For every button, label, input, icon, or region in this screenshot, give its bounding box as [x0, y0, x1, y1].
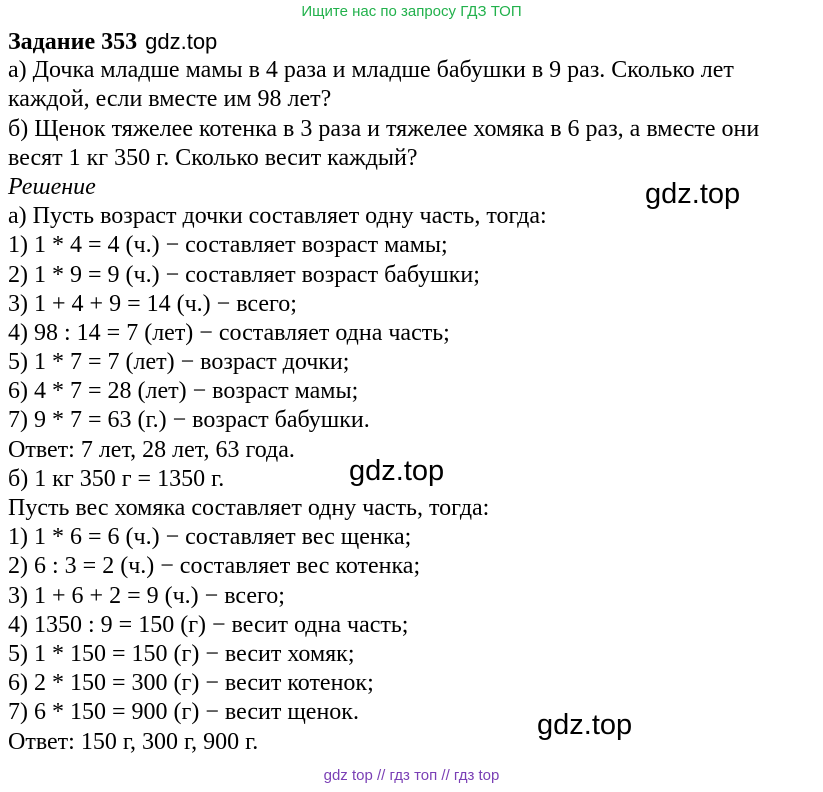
problem-line: весят 1 кг 350 г. Сколько весит каждый?: [8, 144, 418, 171]
document-body: [8, 27, 820, 757]
solution-line: 6) 4 * 7 = 28 (лет) − возраст мамы;: [8, 378, 359, 405]
title-watermark: gdz.top: [145, 29, 218, 54]
solution-line: б) 1 кг 350 г = 1350 г.: [8, 465, 225, 492]
solution-line: 2) 6 : 3 = 2 (ч.) − составляет вес котенка;: [8, 553, 421, 580]
solution-line: 3) 1 + 6 + 2 = 9 (ч.) − всего;: [8, 582, 285, 609]
solution-line: 5) 1 * 150 = 150 (г) − весит хомяк;: [8, 640, 355, 667]
problem-line: а) Дочка младше мамы в 4 раза и младше бабушки в 9 раз. Сколько лет: [8, 57, 734, 84]
solution-line: 1) 1 * 6 = 6 (ч.) − составляет вес щенка;: [8, 524, 412, 551]
solution-line: 1) 1 * 4 = 4 (ч.) − составляет возраст мамы;: [8, 232, 448, 259]
solution-line: Пусть вес хомяка составляет одну часть, тогда:: [8, 495, 490, 521]
solution-line: 2) 1 * 9 = 9 (ч.) − составляет возраст бабушки;: [8, 261, 480, 288]
solution-line: 4) 98 : 14 = 7 (лет) − составляет одна часть;: [8, 319, 450, 346]
watermark: gdz.top: [537, 709, 633, 741]
solution-line: 3) 1 + 4 + 9 = 14 (ч.) − всего;: [8, 290, 297, 317]
answer-line: Ответ: 7 лет, 28 лет, 63 года.: [8, 436, 295, 463]
watermark: gdz.top: [645, 178, 741, 210]
answer-line: Ответ: 150 г, 300 г, 900 г.: [8, 728, 259, 755]
watermark: gdz.top: [349, 455, 445, 487]
solution-line: 5) 1 * 7 = 7 (лет) − возраст дочки;: [8, 349, 350, 376]
solution-line: 7) 9 * 7 = 63 (г.) − возраст бабушки.: [8, 407, 370, 434]
task-title-line: [8, 27, 820, 56]
task-title: Задание 353: [8, 29, 138, 55]
solution-line: 4) 1350 : 9 = 150 (г) − весит одна часть;: [8, 611, 409, 638]
solution-line: а) Пусть возраст дочки составляет одну часть, тогда:: [8, 203, 547, 230]
solution-line: 6) 2 * 150 = 300 (г) − весит котенок;: [8, 670, 374, 697]
solution-label: Решение: [8, 173, 96, 200]
problem-line: б) Щенок тяжелее котенка в 3 раза и тяжелее хомяка в 6 раз, а вместе они: [8, 115, 760, 142]
solution-line: 7) 6 * 150 = 900 (г) − весит щенок.: [8, 699, 359, 726]
problem-line: каждой, если вместе им 98 лет?: [8, 86, 332, 113]
footer-links[interactable]: gdz top // гдз топ // гдз top: [323, 767, 500, 784]
top-banner[interactable]: Ищите нас по запросу ГДЗ ТОП: [301, 3, 522, 20]
